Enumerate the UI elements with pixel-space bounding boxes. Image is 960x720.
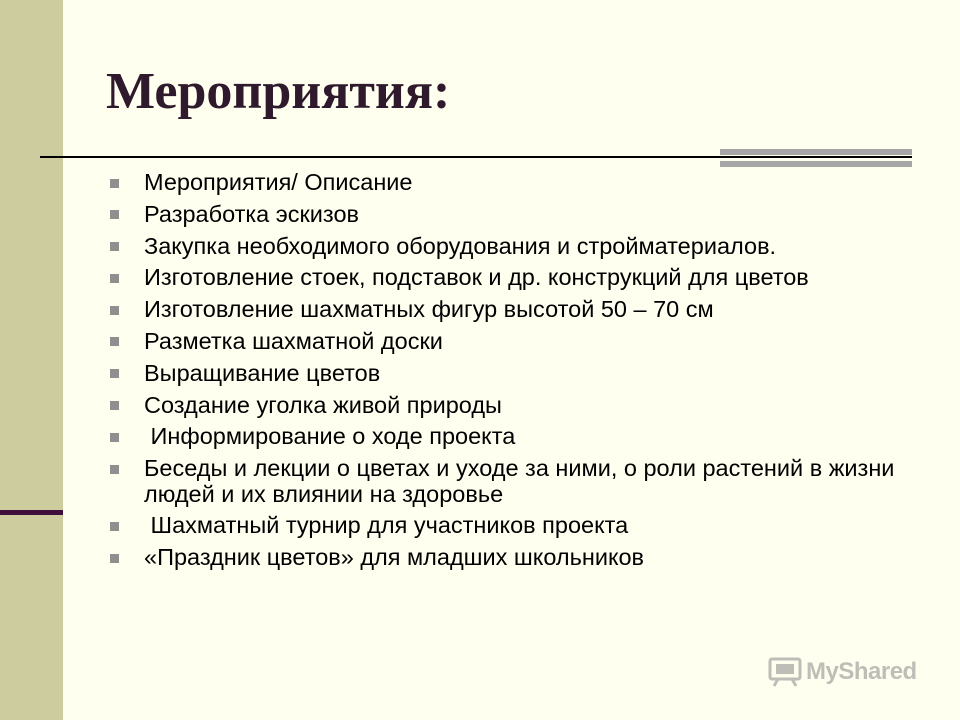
bullet-square-icon	[110, 433, 119, 442]
bullet-square-icon	[110, 242, 119, 251]
watermark-logo	[768, 657, 917, 687]
bullet-square-icon	[110, 306, 119, 315]
bullet-item	[108, 234, 908, 260]
bullet-text: Разработка эскизов	[144, 200, 359, 227]
bullet-list	[108, 170, 908, 577]
bullet-square-icon	[110, 522, 119, 531]
bullet-item	[108, 545, 908, 571]
bullet-square-icon	[110, 401, 119, 410]
bullet-square-icon	[110, 337, 119, 346]
bullet-item	[108, 361, 908, 387]
bullet-item	[108, 424, 908, 450]
bullet-square-icon	[110, 465, 119, 474]
bullet-text: Изготовление стоек, подставок и др. конструкций для цветов	[144, 264, 809, 291]
bullet-item	[108, 202, 908, 228]
slide-title: Мероприятия:	[106, 63, 451, 120]
watermark-text: MyShared	[806, 658, 917, 685]
bullet-item	[108, 265, 908, 291]
bullet-item	[108, 456, 908, 507]
bullet-text: Беседы и лекции о цветах и уходе за ними, о роли растений в жизни людей и их влиянии на здоровье	[144, 455, 895, 507]
bullet-text: Создание уголка живой природы	[144, 391, 502, 418]
bullet-square-icon	[110, 369, 119, 378]
bullet-square-icon	[110, 274, 119, 283]
bullet-text: Выращивание цветов	[144, 359, 381, 386]
bullet-text: Шахматный турнир для участников проекта	[144, 512, 629, 539]
bullet-text: Разметка шахматной доски	[144, 327, 443, 354]
bullet-square-icon	[110, 210, 119, 219]
left-decor-bar	[0, 0, 63, 720]
bullet-text: Информирование о ходе проекта	[144, 423, 516, 450]
bullet-square-icon	[110, 179, 119, 188]
bullet-text: «Праздник цветов» для младших школьников	[144, 544, 645, 571]
bullet-square-icon	[110, 554, 119, 563]
title-divider-accent	[720, 149, 912, 167]
bullet-item	[108, 297, 908, 323]
projector-icon	[768, 657, 802, 687]
bullet-item	[108, 170, 908, 196]
left-decor-accent	[0, 510, 63, 515]
bullet-item	[108, 393, 908, 419]
bullet-item	[108, 513, 908, 539]
bullet-text: Мероприятия/ Описание	[144, 169, 413, 195]
bullet-text: Закупка необходимого оборудования и стройматериалов.	[144, 232, 777, 259]
bullet-item	[108, 329, 908, 355]
bullet-text: Изготовление шахматных фигур высотой 50 – 70 см	[144, 296, 714, 323]
